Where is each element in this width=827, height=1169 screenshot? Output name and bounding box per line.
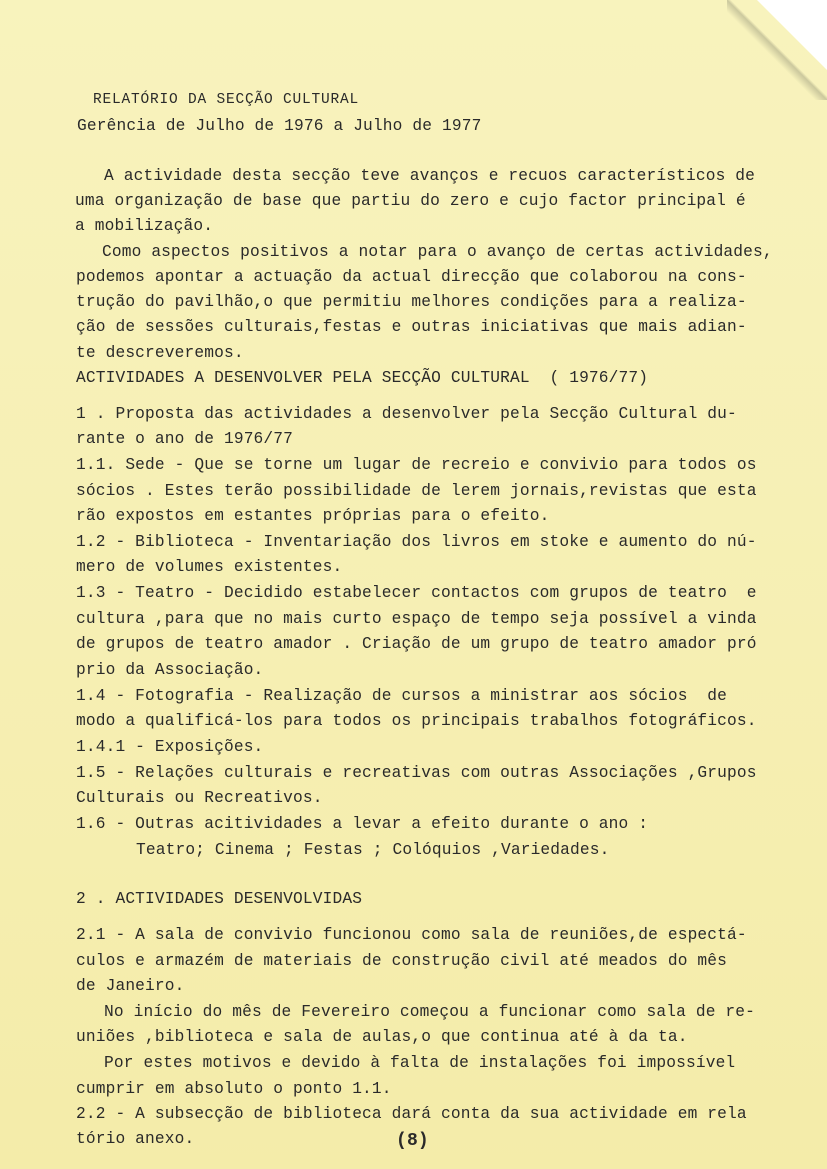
- text-line: Por estes motivos e devido à falta de instalações foi impossível: [104, 1054, 736, 1072]
- text-line: Como aspectos positivos a notar para o avanço de certas actividades,: [102, 243, 773, 261]
- text-line: te descreveremos.: [76, 344, 244, 362]
- text-line: modo a qualificá-los para todos os principais trabalhos fotográficos.: [76, 712, 757, 730]
- text-line: 1.4.1 - Exposições.: [76, 738, 264, 756]
- text-line: de Janeiro.: [76, 977, 185, 995]
- text-line: 1.1. Sede - Que se torne um lugar de recreio e convivio para todos os: [76, 456, 757, 474]
- section-heading: ACTIVIDADES A DESENVOLVER PELA SECÇÃO CULTURAL ( 1976/77): [76, 369, 649, 387]
- text-line: Teatro; Cinema ; Festas ; Colóquios ,Variedades.: [136, 841, 610, 859]
- text-line: prio da Associação.: [76, 661, 264, 679]
- text-line: rão expostos em estantes próprias para o efeito.: [76, 507, 550, 525]
- text-line: A actividade desta secção teve avanços e recuos característicos de: [104, 167, 756, 185]
- text-line: 1.2 - Biblioteca - Inventariação dos livros em stoke e aumento do nú-: [76, 533, 757, 551]
- text-line: ção de sessões culturais,festas e outras iniciativas que mais adian-: [76, 318, 747, 336]
- section-heading: 2 . ACTIVIDADES DESENVOLVIDAS: [76, 890, 363, 908]
- text-line: 1.5 - Relações culturais e recreativas com outras Associações ,Grupos: [76, 764, 757, 782]
- page-number: (8): [396, 1131, 429, 1151]
- page-fold-corner: [757, 0, 827, 70]
- text-line: uniões ,biblioteca e sala de aulas,o que continua até à da ta.: [76, 1028, 688, 1046]
- text-line: 2.1 - A sala de convivio funcionou como sala de reuniões,de espectá-: [76, 926, 747, 944]
- text-line: No início do mês de Fevereiro começou a funcionar como sala de re-: [104, 1003, 756, 1021]
- text-line: 1 . Proposta das actividades a desenvolver pela Secção Cultural du-: [76, 405, 737, 423]
- text-line: 1.6 - Outras acitividades a levar a efeito durante o ano :: [76, 815, 649, 833]
- text-line: Culturais ou Recreativos.: [76, 789, 323, 807]
- text-line: 1.3 - Teatro - Decidido estabelecer contactos com grupos de teatro e: [76, 584, 757, 602]
- text-line: podemos apontar a actuação da actual direcção que colaborou na cons-: [76, 268, 747, 286]
- text-line: culos e armazém de materiais de construção civil até meados do mês: [76, 952, 728, 970]
- text-line: uma organização de base que partiu do zero e cujo factor principal é: [75, 192, 746, 210]
- text-line: sócios . Estes terão possibilidade de lerem jornais,revistas que esta: [76, 482, 757, 500]
- text-line: trução do pavilhão,o que permitiu melhores condições para a realiza-: [76, 293, 747, 311]
- text-line: 2.2 - A subsecção de biblioteca dará conta da sua actividade em rela: [76, 1105, 747, 1123]
- text-line: cultura ,para que no mais curto espaço de tempo seja possível a vinda: [76, 610, 757, 628]
- text-line: de grupos de teatro amador . Criação de um grupo de teatro amador pró: [76, 635, 757, 653]
- text-line: tório anexo.: [76, 1130, 195, 1148]
- document-subtitle: Gerência de Julho de 1976 a Julho de 1977: [77, 117, 482, 135]
- text-line: rante o ano de 1976/77: [76, 430, 294, 448]
- text-line: cumprir em absoluto o ponto 1.1.: [76, 1080, 392, 1098]
- text-line: 1.4 - Fotografia - Realização de cursos a ministrar aos sócios de: [76, 687, 728, 705]
- text-line: mero de volumes existentes.: [76, 558, 343, 576]
- document-title: RELATÓRIO DA SECÇÃO CULTURAL: [93, 92, 360, 108]
- text-line: a mobilização.: [75, 217, 214, 235]
